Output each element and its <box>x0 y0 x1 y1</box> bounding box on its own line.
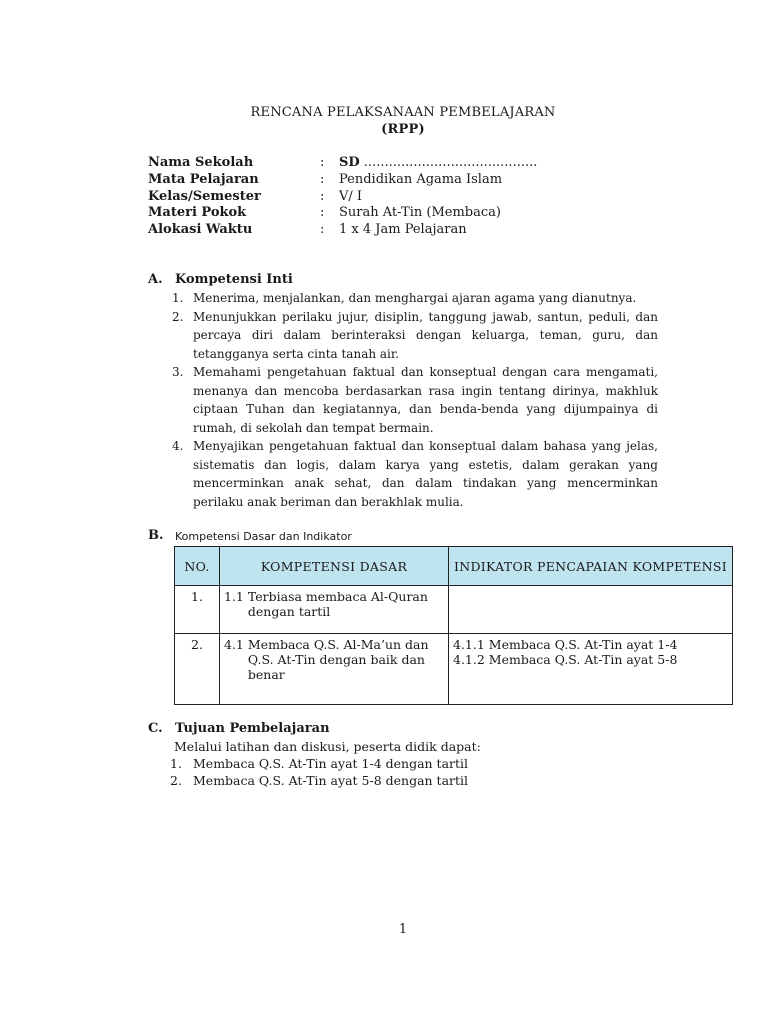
section-c-letter: C. <box>148 721 163 736</box>
list-number: 1. <box>170 756 182 771</box>
identity-label: Mata Pelajaran <box>148 172 259 187</box>
identity-colon: : <box>320 189 325 204</box>
kompetensi-inti-list <box>172 289 658 511</box>
identity-value-bold: SD <box>339 155 360 170</box>
kd-text: Terbiasa membaca Al-Quran dengan tartil <box>247 589 428 619</box>
identity-colon: : <box>320 222 325 237</box>
identity-value: Pendidikan Agama Islam <box>339 172 503 187</box>
list-text: Membaca Q.S. At-Tin ayat 1-4 dengan tartil <box>193 756 469 771</box>
kd-code: 1.1 <box>224 589 244 604</box>
list-item <box>170 755 468 772</box>
kd-text: Membaca Q.S. Al-Ma’un dan Q.S. At-Tin dengan baik dan benar <box>247 637 429 682</box>
section-a-title: Kompetensi Inti <box>175 272 293 287</box>
identity-value: 1 x 4 Jam Pelajaran <box>339 222 467 237</box>
section-b-title: Kompetensi Dasar dan Indikator <box>175 530 352 543</box>
identity-label: Kelas/Semester <box>148 189 261 204</box>
header-indikator: INDIKATOR PENCAPAIAN KOMPETENSI <box>449 547 733 586</box>
table-row <box>175 586 733 634</box>
cell-indikator <box>449 634 733 705</box>
list-item <box>170 772 468 789</box>
section-a-letter: A. <box>148 272 163 287</box>
identity-colon: : <box>320 172 325 187</box>
indicator-item: 4.1.2 Membaca Q.S. At-Tin ayat 5-8 <box>453 652 678 667</box>
list-text: Menunjukkan perilaku jujur, disiplin, tanggung jawab, santun, peduli, dan percaya diri dalam berinteraksi dengan keluarga, teman, guru, dan tetangganya serta cinta tanah air. <box>193 309 658 361</box>
table-row <box>175 634 733 705</box>
section-c-title: Tujuan Pembelajaran <box>175 721 330 736</box>
identity-value: V/ I <box>339 189 363 204</box>
identity-label: Alokasi Waktu <box>148 222 253 237</box>
list-item <box>172 289 658 308</box>
kd-code: 4.1 <box>224 637 244 652</box>
section-b-letter: B. <box>148 528 164 543</box>
header-kompetensi-dasar: KOMPETENSI DASAR <box>220 547 449 586</box>
list-text: Membaca Q.S. At-Tin ayat 5-8 dengan tartil <box>193 773 469 788</box>
kd-item <box>224 637 444 682</box>
cell-no: 2. <box>175 634 220 705</box>
list-number: 3. <box>172 365 184 379</box>
list-text: Memahami pengetahuan faktual dan konseptual dengan cara mengamati, menanya dan mencoba berdasarkan rasa ingin tentang dirinya, makhluk ciptaan Tuhan dan kegiatannya, dan benda-benda yang dijumpainya di rumah, di sekolah dan tempat bermain. <box>193 365 658 435</box>
identity-value <box>339 155 537 170</box>
tujuan-intro: Melalui latihan dan diskusi, peserta didik dapat: <box>174 739 481 754</box>
cell-indikator <box>449 586 733 634</box>
identity-value-text: .......................................... <box>359 155 538 170</box>
document-title: RENCANA PELAKSANAAN PEMBELAJARAN <box>250 105 556 120</box>
header-no: NO. <box>175 547 220 586</box>
list-number: 2. <box>172 309 184 324</box>
list-text: Menyajikan pengetahuan faktual dan konseptual dalam bahasa yang jelas, sistematis dan logis, dalam karya yang estetis, dalam gerakan yang mencerminkan anak sehat, dan dalam tindakan yang mencerminkan perilaku anak beriman dan berakhlak mulia. <box>193 439 658 509</box>
list-text: Menerima, menjalankan, dan menghargai ajaran agama yang dianutnya. <box>193 291 637 305</box>
page-number: 1 <box>398 922 408 937</box>
identity-value: Surah At-Tin (Membaca) <box>339 205 501 220</box>
tujuan-list <box>170 755 468 789</box>
cell-kompetensi-dasar <box>220 634 449 705</box>
list-number: 1. <box>172 291 184 305</box>
list-number: 2. <box>170 773 182 788</box>
table-header-row <box>175 547 733 586</box>
indicator-item: 4.1.1 Membaca Q.S. At-Tin ayat 1-4 <box>453 637 678 652</box>
list-item <box>172 437 658 511</box>
identity-label: Nama Sekolah <box>148 155 254 170</box>
list-item <box>172 363 658 437</box>
document-subtitle: (RPP) <box>381 122 425 137</box>
kompetensi-dasar-table <box>174 546 733 705</box>
cell-no: 1. <box>175 586 220 634</box>
identity-colon: : <box>320 205 325 220</box>
identity-colon: : <box>320 155 325 170</box>
kd-item <box>224 589 444 619</box>
list-number: 4. <box>172 439 184 453</box>
cell-kompetensi-dasar <box>220 586 449 634</box>
list-item <box>172 308 658 364</box>
identity-label: Materi Pokok <box>148 205 247 220</box>
